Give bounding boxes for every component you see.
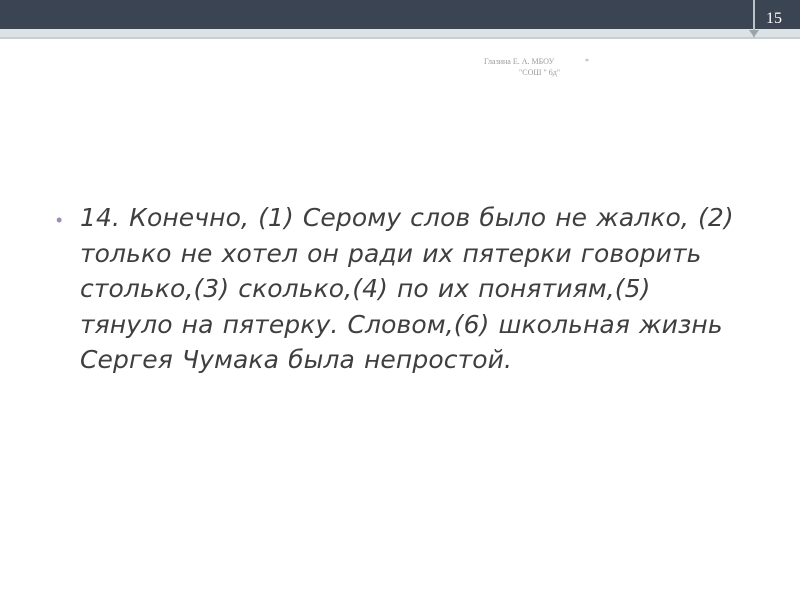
author-caption-star: * bbox=[585, 57, 589, 66]
bullet-text: 14. Конечно, (1) Серому слов было не жалко, (2) только не хотел он ради их пятерки говорить столько,(3) сколько,(4) по их понятиям,(5) тянуло на пятерку. Словом,(6) школьная жизнь Сергея Чумака была непростой. bbox=[80, 203, 734, 375]
divider-arrow-icon bbox=[749, 30, 759, 37]
header-bar bbox=[0, 0, 800, 29]
page-number: 15 bbox=[766, 10, 782, 27]
author-caption-line2: "СОШ " 6д" bbox=[519, 68, 561, 77]
slide-content bbox=[56, 200, 746, 378]
author-caption-line1: Глазина Е. А. МБОУ bbox=[484, 57, 555, 66]
bullet-icon: • bbox=[56, 210, 63, 230]
header-stripe bbox=[0, 29, 800, 37]
header-divider-line bbox=[0, 37, 800, 39]
